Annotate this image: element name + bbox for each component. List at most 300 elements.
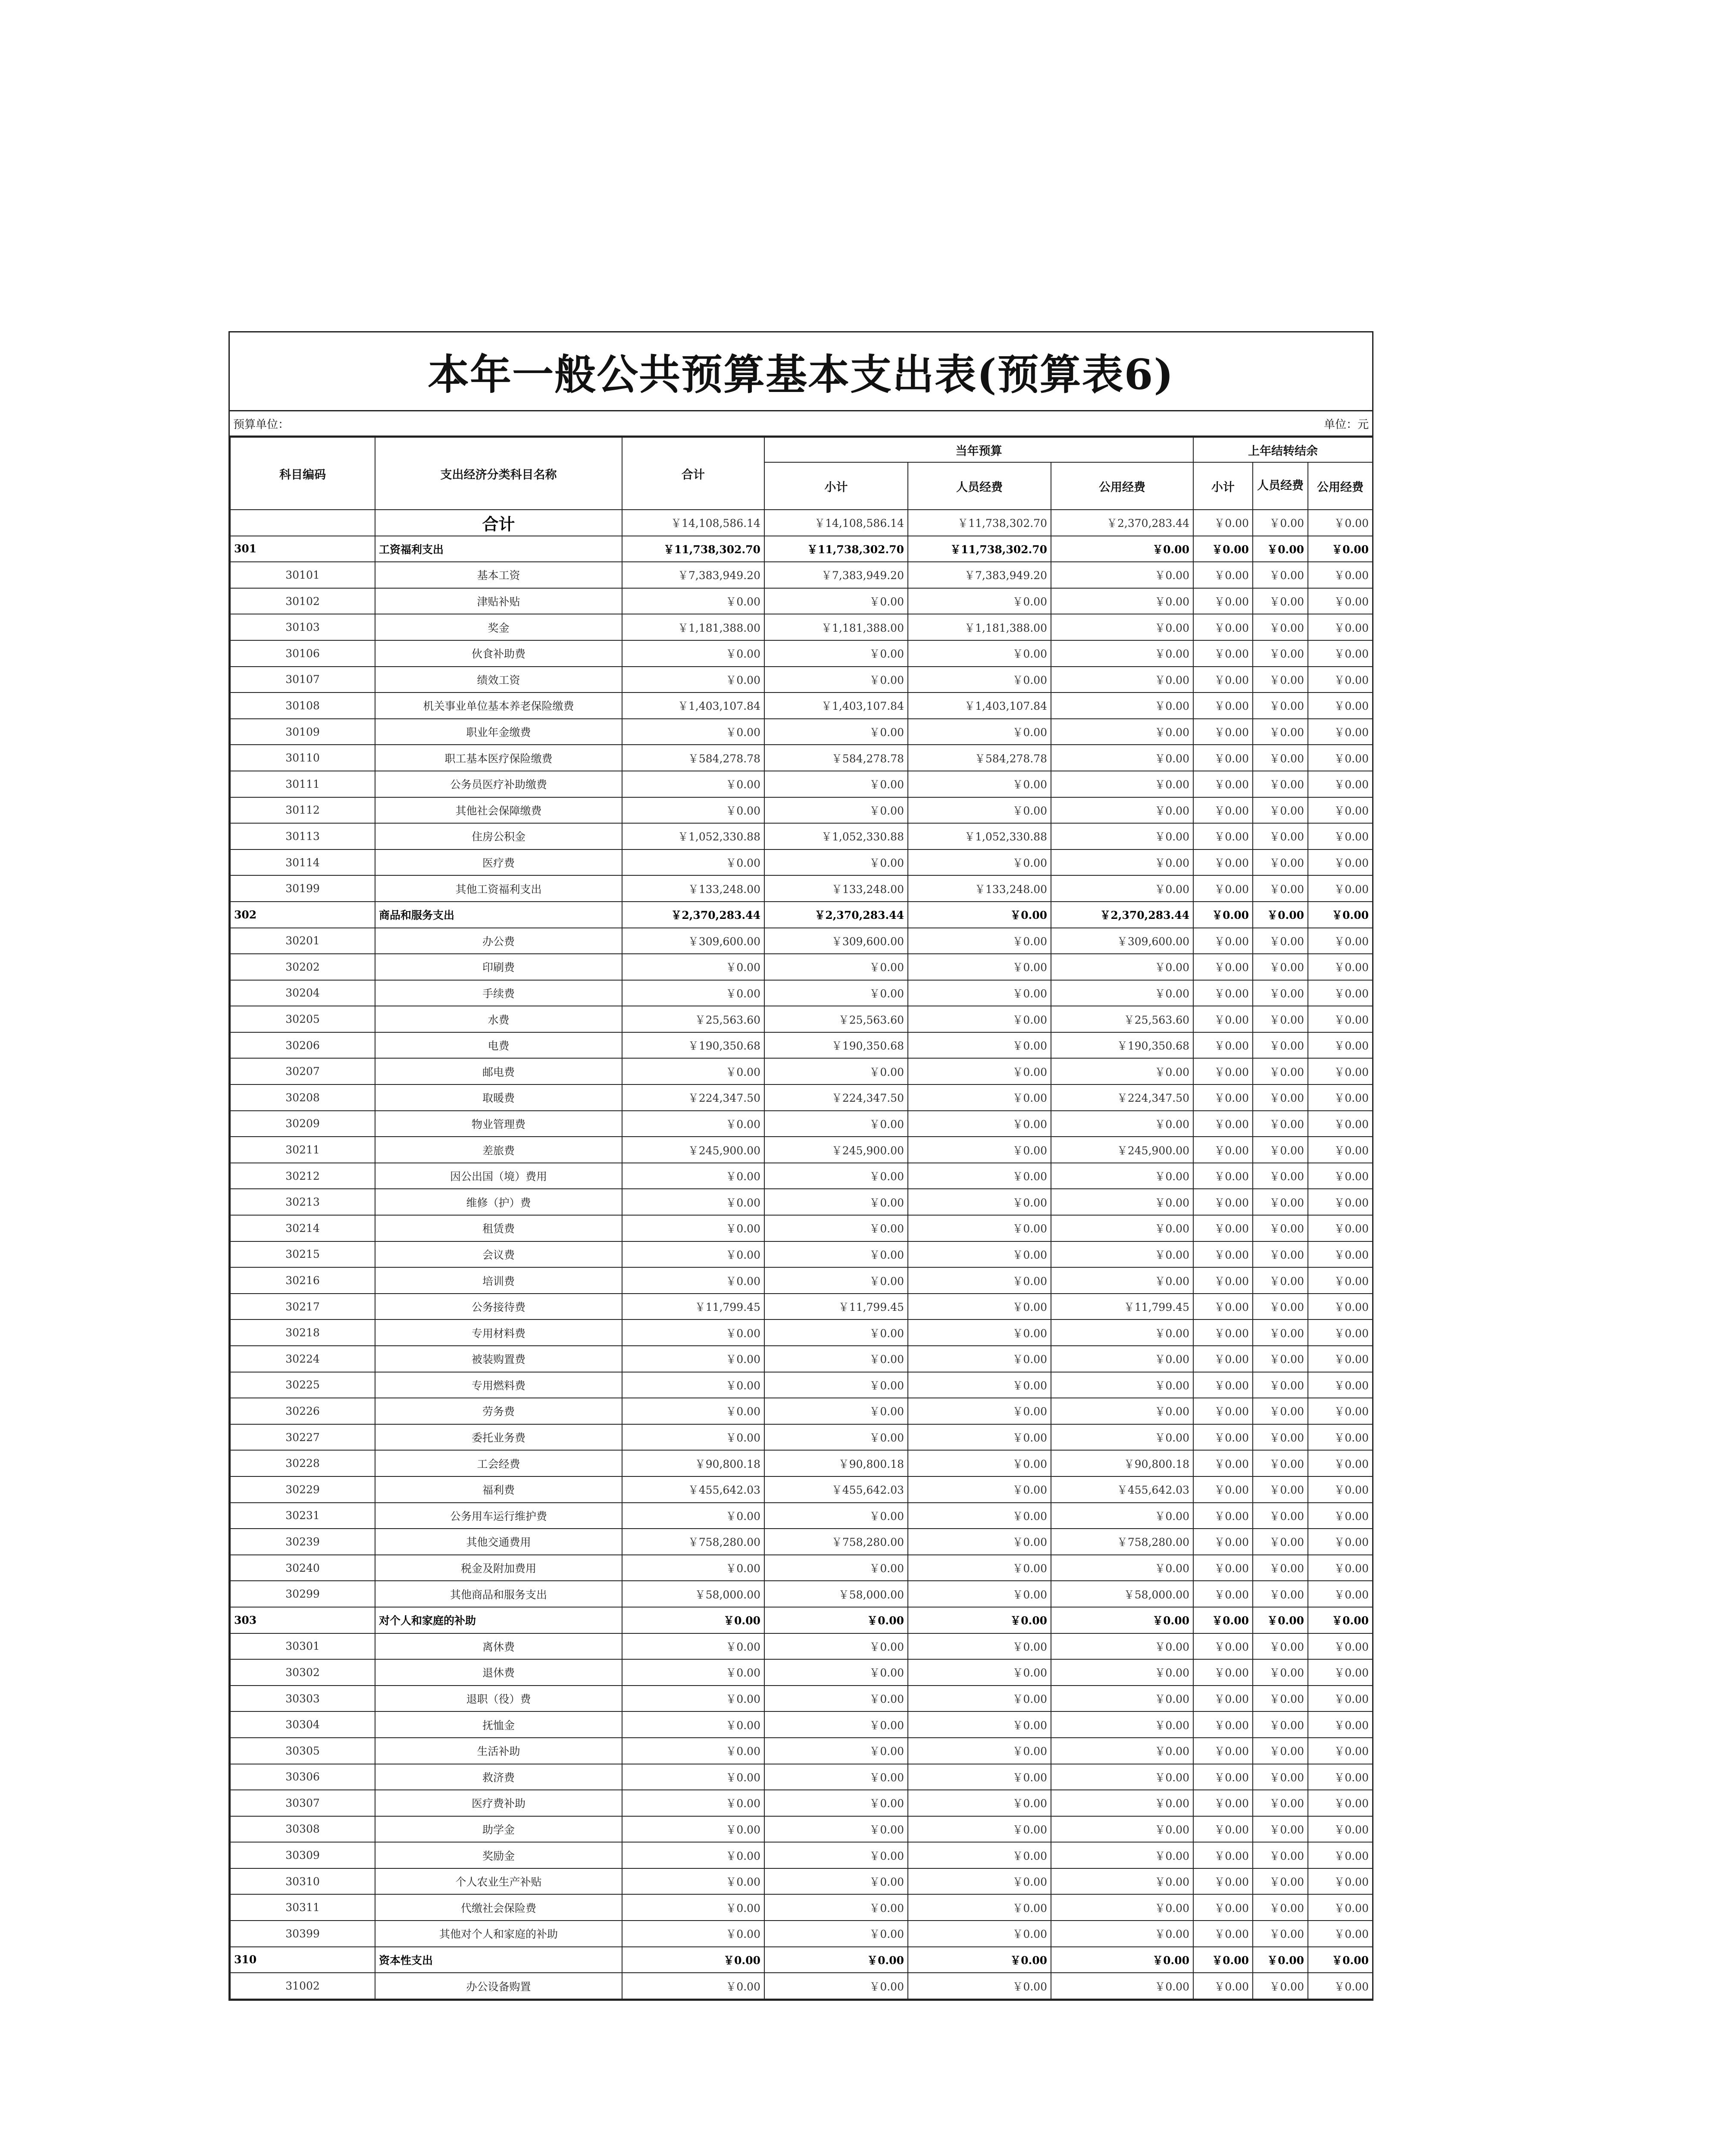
row-public: ￥0.00 [1051, 1738, 1193, 1764]
table-row [230, 1137, 1373, 1163]
header-current-budget: 当年预算 [764, 437, 1193, 462]
row-personnel: ￥0.00 [908, 1555, 1051, 1581]
row-name: 福利费 [375, 1476, 622, 1503]
row-carryover-public: ￥0.00 [1308, 1816, 1373, 1843]
row-carryover-public: ￥0.00 [1308, 1424, 1373, 1451]
row-public: ￥0.00 [1051, 1111, 1193, 1137]
row-name: 奖金 [375, 614, 622, 640]
row-personnel: ￥0.00 [908, 1476, 1051, 1503]
row-code [230, 510, 375, 536]
row-carryover-public: ￥0.00 [1308, 1764, 1373, 1790]
row-carryover-public: ￥0.00 [1308, 1163, 1373, 1189]
row-carryover-subtotal: ￥0.00 [1193, 1111, 1253, 1137]
row-subtotal: ￥190,350.68 [764, 1032, 908, 1059]
row-carryover-public: ￥0.00 [1308, 849, 1373, 876]
row-name: 会议费 [375, 1241, 622, 1268]
row-subtotal: ￥0.00 [764, 1398, 908, 1424]
row-public: ￥0.00 [1051, 588, 1193, 614]
row-personnel: ￥0.00 [908, 1607, 1051, 1633]
row-carryover-public: ￥0.00 [1308, 1503, 1373, 1529]
table-row [230, 1529, 1373, 1555]
row-total: ￥90,800.18 [622, 1450, 764, 1476]
row-carryover-personnel: ￥0.00 [1253, 797, 1308, 824]
table-row [230, 1032, 1373, 1059]
row-public: ￥758,280.00 [1051, 1529, 1193, 1555]
row-carryover-personnel: ￥0.00 [1253, 1947, 1308, 1973]
row-public: ￥0.00 [1051, 536, 1193, 562]
row-name: 其他交通费用 [375, 1529, 622, 1555]
row-code: 30211 [230, 1137, 375, 1163]
row-carryover-personnel: ￥0.00 [1253, 849, 1308, 876]
table-row [230, 1686, 1373, 1712]
row-name: 公务接待费 [375, 1294, 622, 1320]
row-personnel: ￥0.00 [908, 1319, 1051, 1346]
row-personnel: ￥0.00 [908, 1711, 1051, 1738]
row-total: ￥14,108,586.14 [622, 510, 764, 536]
header-code: 科目编码 [230, 437, 375, 510]
row-total: ￥0.00 [622, 1058, 764, 1084]
row-code: 30103 [230, 614, 375, 640]
row-carryover-personnel: ￥0.00 [1253, 1842, 1308, 1868]
row-total: ￥0.00 [622, 1346, 764, 1372]
header-row-1 [230, 437, 1373, 462]
row-public: ￥11,799.45 [1051, 1294, 1193, 1320]
row-total: ￥0.00 [622, 1163, 764, 1189]
row-total: ￥133,248.00 [622, 875, 764, 902]
row-code: 30108 [230, 693, 375, 719]
row-total: ￥0.00 [622, 667, 764, 693]
row-carryover-public: ￥0.00 [1308, 902, 1373, 928]
row-total: ￥58,000.00 [622, 1581, 764, 1607]
row-total: ￥0.00 [622, 797, 764, 824]
row-carryover-subtotal: ￥0.00 [1193, 1424, 1253, 1451]
row-public: ￥0.00 [1051, 1868, 1193, 1895]
row-personnel: ￥0.00 [908, 667, 1051, 693]
row-carryover-personnel: ￥0.00 [1253, 1372, 1308, 1398]
row-carryover-subtotal: ￥0.00 [1193, 875, 1253, 902]
table-row [230, 1215, 1373, 1241]
row-carryover-public: ￥0.00 [1308, 1476, 1373, 1503]
row-personnel: ￥0.00 [908, 1267, 1051, 1294]
row-public: ￥0.00 [1051, 1163, 1193, 1189]
row-name: 培训费 [375, 1267, 622, 1294]
row-personnel: ￥1,181,388.00 [908, 614, 1051, 640]
row-public: ￥0.00 [1051, 1424, 1193, 1451]
budget-table-sheet [228, 331, 1373, 2001]
row-personnel: ￥0.00 [908, 928, 1051, 954]
row-public: ￥309,600.00 [1051, 928, 1193, 954]
row-personnel: ￥0.00 [908, 1006, 1051, 1032]
row-name: 离休费 [375, 1633, 622, 1660]
row-name: 水费 [375, 1006, 622, 1032]
row-name: 基本工资 [375, 562, 622, 588]
row-subtotal: ￥0.00 [764, 1894, 908, 1921]
table-row [230, 588, 1373, 614]
table-row [230, 849, 1373, 876]
row-total: ￥0.00 [622, 640, 764, 667]
row-name: 差旅费 [375, 1137, 622, 1163]
row-carryover-subtotal: ￥0.00 [1193, 1215, 1253, 1241]
row-carryover-public: ￥0.00 [1308, 1372, 1373, 1398]
title-row [230, 332, 1372, 411]
row-total: ￥25,563.60 [622, 1006, 764, 1032]
row-carryover-subtotal: ￥0.00 [1193, 1659, 1253, 1686]
table-body [230, 510, 1373, 1999]
row-public: ￥0.00 [1051, 980, 1193, 1006]
row-carryover-public: ￥0.00 [1308, 1738, 1373, 1764]
row-carryover-public: ￥0.00 [1308, 1947, 1373, 1973]
row-name: 电费 [375, 1032, 622, 1059]
table-row [230, 1267, 1373, 1294]
row-total: ￥0.00 [622, 1973, 764, 1999]
row-public: ￥0.00 [1051, 1816, 1193, 1843]
row-carryover-public: ￥0.00 [1308, 693, 1373, 719]
row-name: 其他对个人和家庭的补助 [375, 1921, 622, 1947]
row-personnel: ￥0.00 [908, 1189, 1051, 1215]
row-total: ￥0.00 [622, 980, 764, 1006]
row-personnel: ￥0.00 [908, 1842, 1051, 1868]
row-name: 维修（护）费 [375, 1189, 622, 1215]
row-code: 30305 [230, 1738, 375, 1764]
row-subtotal: ￥0.00 [764, 1790, 908, 1816]
row-code: 30227 [230, 1424, 375, 1451]
row-code: 30228 [230, 1450, 375, 1476]
row-carryover-subtotal: ￥0.00 [1193, 1476, 1253, 1503]
row-total: ￥0.00 [622, 1686, 764, 1712]
row-name: 物业管理费 [375, 1111, 622, 1137]
row-code: 31002 [230, 1973, 375, 1999]
row-carryover-subtotal: ￥0.00 [1193, 1503, 1253, 1529]
row-carryover-personnel: ￥0.00 [1253, 823, 1308, 849]
row-carryover-personnel: ￥0.00 [1253, 1711, 1308, 1738]
row-name: 委托业务费 [375, 1424, 622, 1451]
row-carryover-public: ￥0.00 [1308, 1921, 1373, 1947]
row-name: 办公设备购置 [375, 1973, 622, 1999]
row-carryover-public: ￥0.00 [1308, 536, 1373, 562]
row-public: ￥0.00 [1051, 1973, 1193, 1999]
row-name: 代缴社会保险费 [375, 1894, 622, 1921]
row-public: ￥0.00 [1051, 1319, 1193, 1346]
header-subtotal: 小计 [764, 462, 908, 510]
header-carryover: 上年结转结余 [1193, 437, 1373, 462]
row-carryover-personnel: ￥0.00 [1253, 1659, 1308, 1686]
row-carryover-subtotal: ￥0.00 [1193, 1032, 1253, 1059]
row-carryover-subtotal: ￥0.00 [1193, 771, 1253, 797]
row-name: 伙食补助费 [375, 640, 622, 667]
row-personnel: ￥0.00 [908, 1346, 1051, 1372]
row-total: ￥11,799.45 [622, 1294, 764, 1320]
row-name: 商品和服务支出 [375, 902, 622, 928]
row-public: ￥0.00 [1051, 640, 1193, 667]
row-code: 30226 [230, 1398, 375, 1424]
row-carryover-personnel: ￥0.00 [1253, 1607, 1308, 1633]
row-carryover-public: ￥0.00 [1308, 1058, 1373, 1084]
page-title: 本年一般公共预算基本支出表(预算表6) [428, 350, 1174, 399]
row-carryover-subtotal: ￥0.00 [1193, 954, 1253, 980]
row-code: 30224 [230, 1346, 375, 1372]
row-carryover-public: ￥0.00 [1308, 928, 1373, 954]
row-code: 30213 [230, 1189, 375, 1215]
row-name: 职业年金缴费 [375, 719, 622, 745]
row-subtotal: ￥0.00 [764, 954, 908, 980]
row-total: ￥0.00 [622, 1711, 764, 1738]
row-name: 取暖费 [375, 1084, 622, 1111]
row-carryover-public: ￥0.00 [1308, 588, 1373, 614]
table-row [230, 1921, 1373, 1947]
row-total: ￥0.00 [622, 1215, 764, 1241]
row-public: ￥0.00 [1051, 1241, 1193, 1268]
row-carryover-subtotal: ￥0.00 [1193, 1346, 1253, 1372]
row-carryover-subtotal: ￥0.00 [1193, 980, 1253, 1006]
row-carryover-personnel: ￥0.00 [1253, 667, 1308, 693]
table-row [230, 1058, 1373, 1084]
row-subtotal: ￥2,370,283.44 [764, 902, 908, 928]
table-row [230, 562, 1373, 588]
row-carryover-subtotal: ￥0.00 [1193, 1372, 1253, 1398]
row-personnel: ￥11,738,302.70 [908, 510, 1051, 536]
row-personnel: ￥1,052,330.88 [908, 823, 1051, 849]
row-subtotal: ￥0.00 [764, 1346, 908, 1372]
row-carryover-public: ￥0.00 [1308, 1450, 1373, 1476]
row-name: 住房公积金 [375, 823, 622, 849]
table-row [230, 823, 1373, 849]
row-name: 个人农业生产补贴 [375, 1868, 622, 1895]
row-code: 30209 [230, 1111, 375, 1137]
row-total: ￥0.00 [622, 1659, 764, 1686]
row-code: 30307 [230, 1790, 375, 1816]
row-public: ￥0.00 [1051, 1267, 1193, 1294]
row-name: 对个人和家庭的补助 [375, 1607, 622, 1633]
row-personnel: ￥133,248.00 [908, 875, 1051, 902]
row-personnel: ￥0.00 [908, 1424, 1051, 1451]
row-name: 其他工资福利支出 [375, 875, 622, 902]
row-code: 30240 [230, 1555, 375, 1581]
row-carryover-public: ￥0.00 [1308, 954, 1373, 980]
row-carryover-personnel: ￥0.00 [1253, 1868, 1308, 1895]
row-code: 30303 [230, 1686, 375, 1712]
row-subtotal: ￥0.00 [764, 1555, 908, 1581]
row-carryover-personnel: ￥0.00 [1253, 1921, 1308, 1947]
row-code: 30231 [230, 1503, 375, 1529]
row-personnel: ￥0.00 [908, 797, 1051, 824]
row-name: 救济费 [375, 1764, 622, 1790]
row-carryover-public: ￥0.00 [1308, 875, 1373, 902]
row-carryover-personnel: ￥0.00 [1253, 693, 1308, 719]
row-total: ￥1,403,107.84 [622, 693, 764, 719]
row-carryover-personnel: ￥0.00 [1253, 1084, 1308, 1111]
row-carryover-subtotal: ￥0.00 [1193, 823, 1253, 849]
table-row [230, 875, 1373, 902]
total-row [230, 510, 1373, 536]
row-total: ￥0.00 [622, 1764, 764, 1790]
row-total: ￥0.00 [622, 1842, 764, 1868]
budget-unit-label: 预算单位： [233, 418, 290, 431]
row-code: 30112 [230, 797, 375, 824]
row-carryover-subtotal: ￥0.00 [1193, 1398, 1253, 1424]
row-code: 30113 [230, 823, 375, 849]
row-public: ￥0.00 [1051, 745, 1193, 771]
row-total: ￥0.00 [622, 1555, 764, 1581]
row-total: ￥0.00 [622, 771, 764, 797]
row-subtotal: ￥455,642.03 [764, 1476, 908, 1503]
table-row [230, 1111, 1373, 1137]
row-carryover-public: ￥0.00 [1308, 1006, 1373, 1032]
table-row [230, 1398, 1373, 1424]
row-carryover-subtotal: ￥0.00 [1193, 1764, 1253, 1790]
row-name: 手续费 [375, 980, 622, 1006]
table-row [230, 640, 1373, 667]
row-carryover-personnel: ￥0.00 [1253, 1058, 1308, 1084]
row-name: 助学金 [375, 1816, 622, 1843]
row-carryover-personnel: ￥0.00 [1253, 928, 1308, 954]
row-carryover-personnel: ￥0.00 [1253, 1137, 1308, 1163]
row-total: ￥584,278.78 [622, 745, 764, 771]
row-carryover-personnel: ￥0.00 [1253, 1790, 1308, 1816]
row-public: ￥0.00 [1051, 1372, 1193, 1398]
row-subtotal: ￥25,563.60 [764, 1006, 908, 1032]
row-subtotal: ￥0.00 [764, 1633, 908, 1660]
row-code: 30205 [230, 1006, 375, 1032]
row-carryover-public: ￥0.00 [1308, 510, 1373, 536]
row-personnel: ￥0.00 [908, 1058, 1051, 1084]
row-code: 30215 [230, 1241, 375, 1268]
row-code: 30204 [230, 980, 375, 1006]
row-total: ￥758,280.00 [622, 1529, 764, 1555]
row-code: 30301 [230, 1633, 375, 1660]
row-total: ￥0.00 [622, 1111, 764, 1137]
row-carryover-public: ￥0.00 [1308, 1842, 1373, 1868]
row-carryover-personnel: ￥0.00 [1253, 1398, 1308, 1424]
row-subtotal: ￥0.00 [764, 1764, 908, 1790]
row-carryover-public: ￥0.00 [1308, 1319, 1373, 1346]
row-carryover-public: ￥0.00 [1308, 1215, 1373, 1241]
row-carryover-public: ￥0.00 [1308, 823, 1373, 849]
row-total: ￥455,642.03 [622, 1476, 764, 1503]
row-code: 30308 [230, 1816, 375, 1843]
currency-unit-label: 单位：元 [1323, 418, 1369, 431]
row-code: 30399 [230, 1921, 375, 1947]
row-carryover-subtotal: ￥0.00 [1193, 745, 1253, 771]
row-personnel: ￥0.00 [908, 1450, 1051, 1476]
row-public: ￥0.00 [1051, 1711, 1193, 1738]
row-name: 绩效工资 [375, 667, 622, 693]
row-carryover-subtotal: ￥0.00 [1193, 562, 1253, 588]
row-carryover-public: ￥0.00 [1308, 562, 1373, 588]
table-row [230, 1503, 1373, 1529]
row-personnel: ￥0.00 [908, 902, 1051, 928]
row-total: ￥0.00 [622, 1921, 764, 1947]
row-carryover-personnel: ￥0.00 [1253, 1189, 1308, 1215]
row-subtotal: ￥0.00 [764, 1973, 908, 1999]
row-total: ￥0.00 [622, 1424, 764, 1451]
row-code: 30214 [230, 1215, 375, 1241]
row-personnel: ￥0.00 [908, 1529, 1051, 1555]
row-public: ￥0.00 [1051, 875, 1193, 902]
row-code: 30304 [230, 1711, 375, 1738]
row-carryover-subtotal: ￥0.00 [1193, 1529, 1253, 1555]
row-personnel: ￥0.00 [908, 1111, 1051, 1137]
row-public: ￥0.00 [1051, 1346, 1193, 1372]
row-carryover-public: ￥0.00 [1308, 1973, 1373, 1999]
budget-table [230, 437, 1373, 1999]
row-public: ￥0.00 [1051, 823, 1193, 849]
row-carryover-personnel: ￥0.00 [1253, 1816, 1308, 1843]
row-subtotal: ￥11,738,302.70 [764, 536, 908, 562]
row-subtotal: ￥0.00 [764, 1686, 908, 1712]
row-personnel: ￥0.00 [908, 1398, 1051, 1424]
row-personnel: ￥7,383,949.20 [908, 562, 1051, 588]
table-row [230, 1294, 1373, 1320]
row-total: ￥0.00 [622, 1398, 764, 1424]
row-subtotal: ￥245,900.00 [764, 1137, 908, 1163]
row-carryover-public: ￥0.00 [1308, 1111, 1373, 1137]
row-code: 30302 [230, 1659, 375, 1686]
row-total: ￥0.00 [622, 1372, 764, 1398]
row-carryover-public: ￥0.00 [1308, 1555, 1373, 1581]
row-carryover-public: ￥0.00 [1308, 640, 1373, 667]
row-public: ￥2,370,283.44 [1051, 510, 1193, 536]
row-public: ￥455,642.03 [1051, 1476, 1193, 1503]
row-subtotal: ￥1,403,107.84 [764, 693, 908, 719]
row-code: 30207 [230, 1058, 375, 1084]
row-personnel: ￥0.00 [908, 1894, 1051, 1921]
row-carryover-public: ￥0.00 [1308, 1294, 1373, 1320]
row-name: 税金及附加费用 [375, 1555, 622, 1581]
row-subtotal: ￥0.00 [764, 797, 908, 824]
row-name: 合计 [375, 510, 622, 536]
row-carryover-personnel: ￥0.00 [1253, 1476, 1308, 1503]
row-subtotal: ￥0.00 [764, 1816, 908, 1843]
row-carryover-subtotal: ￥0.00 [1193, 1555, 1253, 1581]
row-carryover-public: ￥0.00 [1308, 1711, 1373, 1738]
row-carryover-subtotal: ￥0.00 [1193, 1319, 1253, 1346]
row-name: 医疗费补助 [375, 1790, 622, 1816]
row-name: 生活补助 [375, 1738, 622, 1764]
row-subtotal: ￥0.00 [764, 1659, 908, 1686]
row-personnel: ￥0.00 [908, 719, 1051, 745]
table-row [230, 1842, 1373, 1868]
row-total: ￥309,600.00 [622, 928, 764, 954]
row-total: ￥0.00 [622, 1319, 764, 1346]
category-row [230, 1607, 1373, 1633]
row-subtotal: ￥7,383,949.20 [764, 562, 908, 588]
row-code: 30101 [230, 562, 375, 588]
row-carryover-public: ￥0.00 [1308, 667, 1373, 693]
row-carryover-subtotal: ￥0.00 [1193, 693, 1253, 719]
row-code: 310 [230, 1947, 375, 1973]
row-carryover-public: ￥0.00 [1308, 1241, 1373, 1268]
row-subtotal: ￥0.00 [764, 1163, 908, 1189]
row-carryover-subtotal: ￥0.00 [1193, 1973, 1253, 1999]
row-subtotal: ￥0.00 [764, 1372, 908, 1398]
row-carryover-subtotal: ￥0.00 [1193, 1450, 1253, 1476]
row-carryover-personnel: ￥0.00 [1253, 1450, 1308, 1476]
row-carryover-subtotal: ￥0.00 [1193, 797, 1253, 824]
row-carryover-personnel: ￥0.00 [1253, 875, 1308, 902]
row-carryover-public: ￥0.00 [1308, 1032, 1373, 1059]
row-subtotal: ￥1,181,388.00 [764, 614, 908, 640]
row-carryover-subtotal: ￥0.00 [1193, 1137, 1253, 1163]
row-public: ￥58,000.00 [1051, 1581, 1193, 1607]
table-row [230, 1319, 1373, 1346]
row-code: 30218 [230, 1319, 375, 1346]
row-subtotal: ￥0.00 [764, 1607, 908, 1633]
row-name: 公务员医疗补助缴费 [375, 771, 622, 797]
table-row [230, 614, 1373, 640]
row-public: ￥0.00 [1051, 1633, 1193, 1660]
row-carryover-subtotal: ￥0.00 [1193, 1633, 1253, 1660]
row-carryover-subtotal: ￥0.00 [1193, 1006, 1253, 1032]
